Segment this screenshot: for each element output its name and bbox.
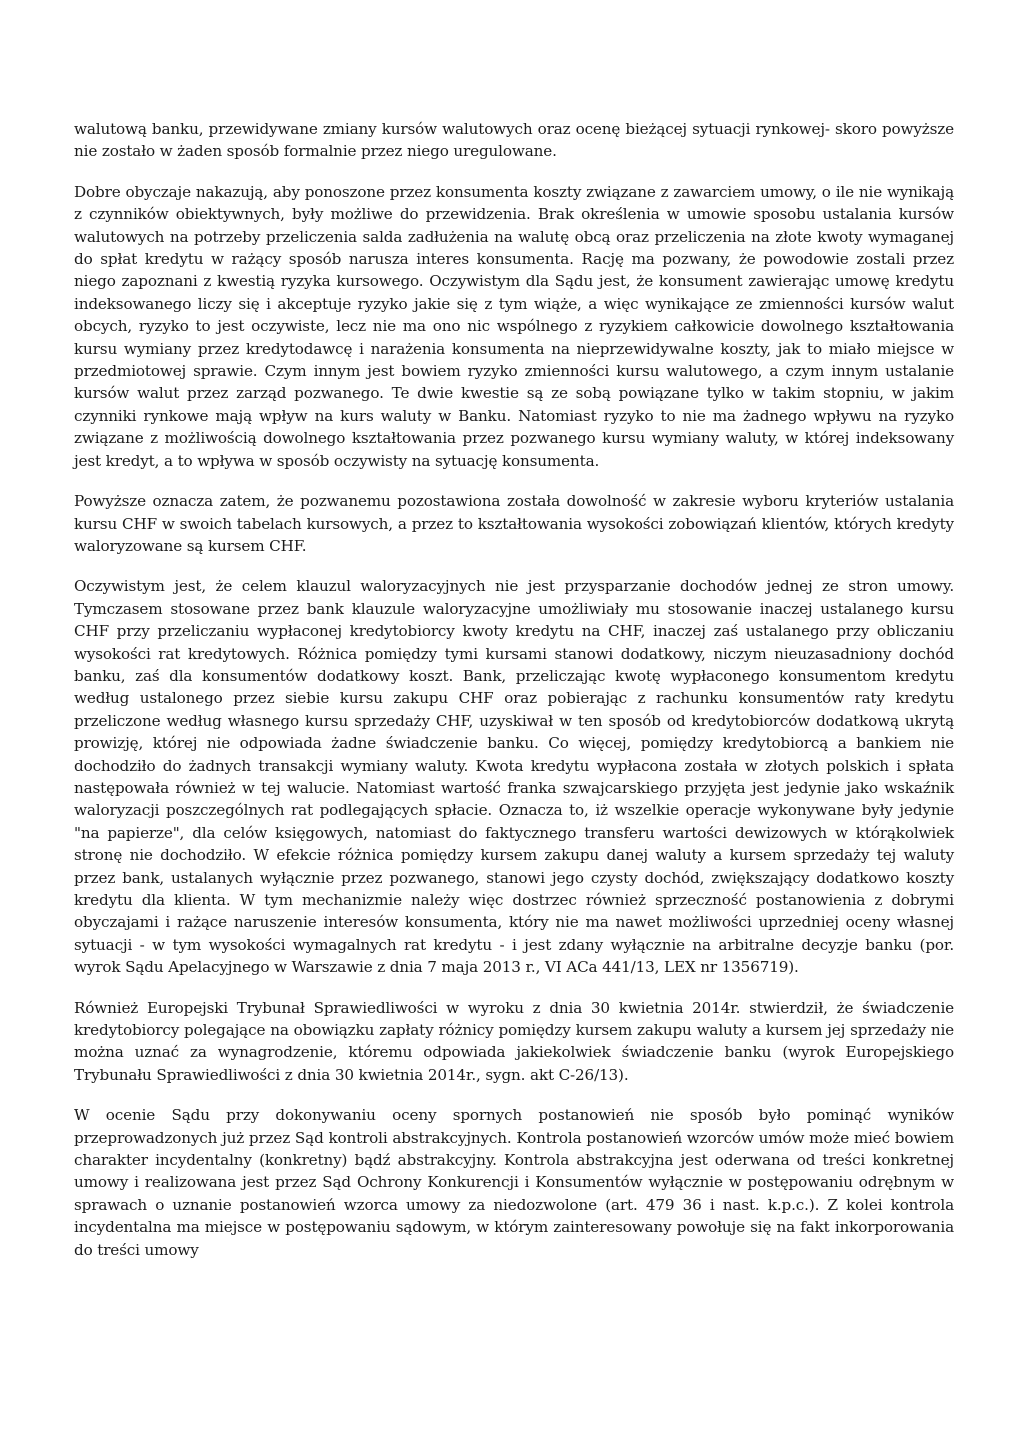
paragraph-4: Oczywistym jest, że celem klauzul waloryzacyjnych nie jest przysparzanie dochodów jednej ze stron umowy. Tymczasem stosowane przez bank klauzule waloryzacyjne umożliwiały mu stosowanie inaczej ustalanego kursu CHF przy przeliczaniu wypłaconej kredytobiorcy kwoty kredytu na CHF, inaczej zaś ustalanego przy obliczaniu wysokości rat kredytowych. Różnica pomiędzy tymi kursami stanowi dodatkowy, niczym nieuzasadniony dochód banku, zaś dla konsumentów dodatkowy koszt. Bank, przeliczając kwotę wypłaconego konsumentom kredytu według ustalonego przez siebie kursu zakupu CHF oraz pobierając z rachunku konsumentów raty kredytu przeliczone według własnego kursu sprzedaży CHF, uzyskiwał w ten sposób od kredytobiorców dodatkową ukrytą prowizję, której nie odpowiada żadne świadczenie banku. Co więcej, pomiędzy kredytobiorcą a bankiem nie dochodziło do żadnych transakcji wymiany waluty. Kwota kredytu wypłacona została w złotych polskich i spłata następowała również w tej walucie. Natomiast wartość franka szwajcarskiego przyjęta jest jedynie jako wskaźnik waloryzacji poszczególnych rat podlegających spłacie. Oznacza to, iż wszelkie operacje wykonywane były jedynie "na papierze", dla celów księgowych, natomiast do faktycznego transferu wartości dewizowych w którąkolwiek stronę nie dochodziło. W efekcie różnica pomiędzy kursem zakupu danej waluty a kursem sprzedaży tej waluty przez bank, ustalanych wyłącznie przez pozwanego, stanowi jego czysty dochód, zwiększający dodatkowo koszty kredytu dla klienta. W tym mechanizmie należy więc dostrzec również sprzeczność postanowienia z dobrymi obyczajami i rażące naruszenie interesów konsumenta, który nie ma nawet możliwości uprzedniej oceny własnej sytuacji - w tym wysokości wymagalnych rat kredytu - i jest zdany wyłącznie na arbitralne decyzje banku (por. wyrok Sądu Apelacyjnego w Warszawie z dnia 7 maja 2013 r., VI ACa 441/13, LEX nr 1356719). bbox=[74, 577, 954, 977]
paragraph-5: Również Europejski Trybunał Sprawiedliwości w wyroku z dnia 30 kwietnia 2014r. stwierdził, że świadczenie kredytobiorcy polegające na obowiązku zapłaty różnicy pomiędzy kursem zakupu waluty a kursem jej sprzedaży nie można uznać za wynagrodzenie, któremu odpowiada jakiekolwiek świadczenie banku (wyrok Europejskiego Trybunału Sprawiedliwości z dnia 30 kwietnia 2014r., sygn. akt C-26/13). bbox=[74, 998, 954, 1084]
paragraph-3: Powyższe oznacza zatem, że pozwanemu pozostawiona została dowolność w zakresie wyboru kryteriów ustalania kursu CHF w swoich tabelach kursowych, a przez to kształtowania wysokości zobowiązań klientów, których kredyty waloryzowane są kursem CHF. bbox=[74, 492, 954, 555]
paragraph-1: walutową banku, przewidywane zmiany kursów walutowych oraz ocenę bieżącej sytuacji rynkowej- skoro powyższe nie zostało w żaden sposób formalnie przez niego uregulowane. bbox=[74, 120, 954, 161]
document-page bbox=[74, 118, 954, 1279]
paragraph-6: W ocenie Sądu przy dokonywaniu oceny spornych postanowień nie sposób było pominąć wyników przeprowadzonych już przez Sąd kontroli abstrakcyjnych. Kontrola postanowień wzorców umów może mieć bowiem charakter incydentalny (konkretny) bądź abstrakcyjny. Kontrola abstrakcyjna jest oderwana od treści konkretnej umowy i realizowana jest przez Sąd Ochrony Konkurencji i Konsumentów wyłącznie w postępowaniu odrębnym w sprawach o uznanie postanowień wzorca umowy za niedozwolone (art. 479 36 i nast. k.p.c.). Z kolei kontrola incydentalna ma miejsce w postępowaniu sądowym, w którym zainteresowany powołuje się na fakt inkorporowania do treści umowy bbox=[74, 1106, 954, 1259]
paragraph-2: Dobre obyczaje nakazują, aby ponoszone przez konsumenta koszty związane z zawarciem umowy, o ile nie wynikają z czynników obiektywnych, były możliwe do przewidzenia. Brak określenia w umowie sposobu ustalania kursów walutowych na potrzeby przeliczenia salda zadłużenia na walutę obcą oraz przeliczenia na złote kwoty wymaganej do spłat kredytu w rażący sposób narusza interes konsumenta. Rację ma pozwany, że powodowie zostali przez niego zapoznani z kwestią ryzyka kursowego. Oczywistym dla Sądu jest, że konsument zawierając umowę kredytu indeksowanego liczy się i akceptuje ryzyko jakie się z tym wiąże, a więc wynikające ze zmienności kursów walut obcych, ryzyko to jest oczywiste, lecz nie ma ono nic wspólnego z ryzykiem całkowicie dowolnego kształtowania kursu wymiany przez kredytodawcę i narażenia konsumenta na nieprzewidywalne koszty, jak to miało miejsce w przedmiotowej sprawie. Czym innym jest bowiem ryzyko zmienności kursu walutowego, a czym innym ustalanie kursów walut przez zarząd pozwanego. Te dwie kwestie są ze sobą powiązane tylko w takim stopniu, w jakim czynniki rynkowe mają wpływ na kurs waluty w Banku. Natomiast ryzyko to nie ma żadnego wpływu na ryzyko związane z możliwością dowolnego kształtowania przez pozwanego kursu wymiany waluty, w której indeksowany jest kredyt, a to wpływa w sposób oczywisty na sytuację konsumenta. bbox=[74, 182, 954, 470]
